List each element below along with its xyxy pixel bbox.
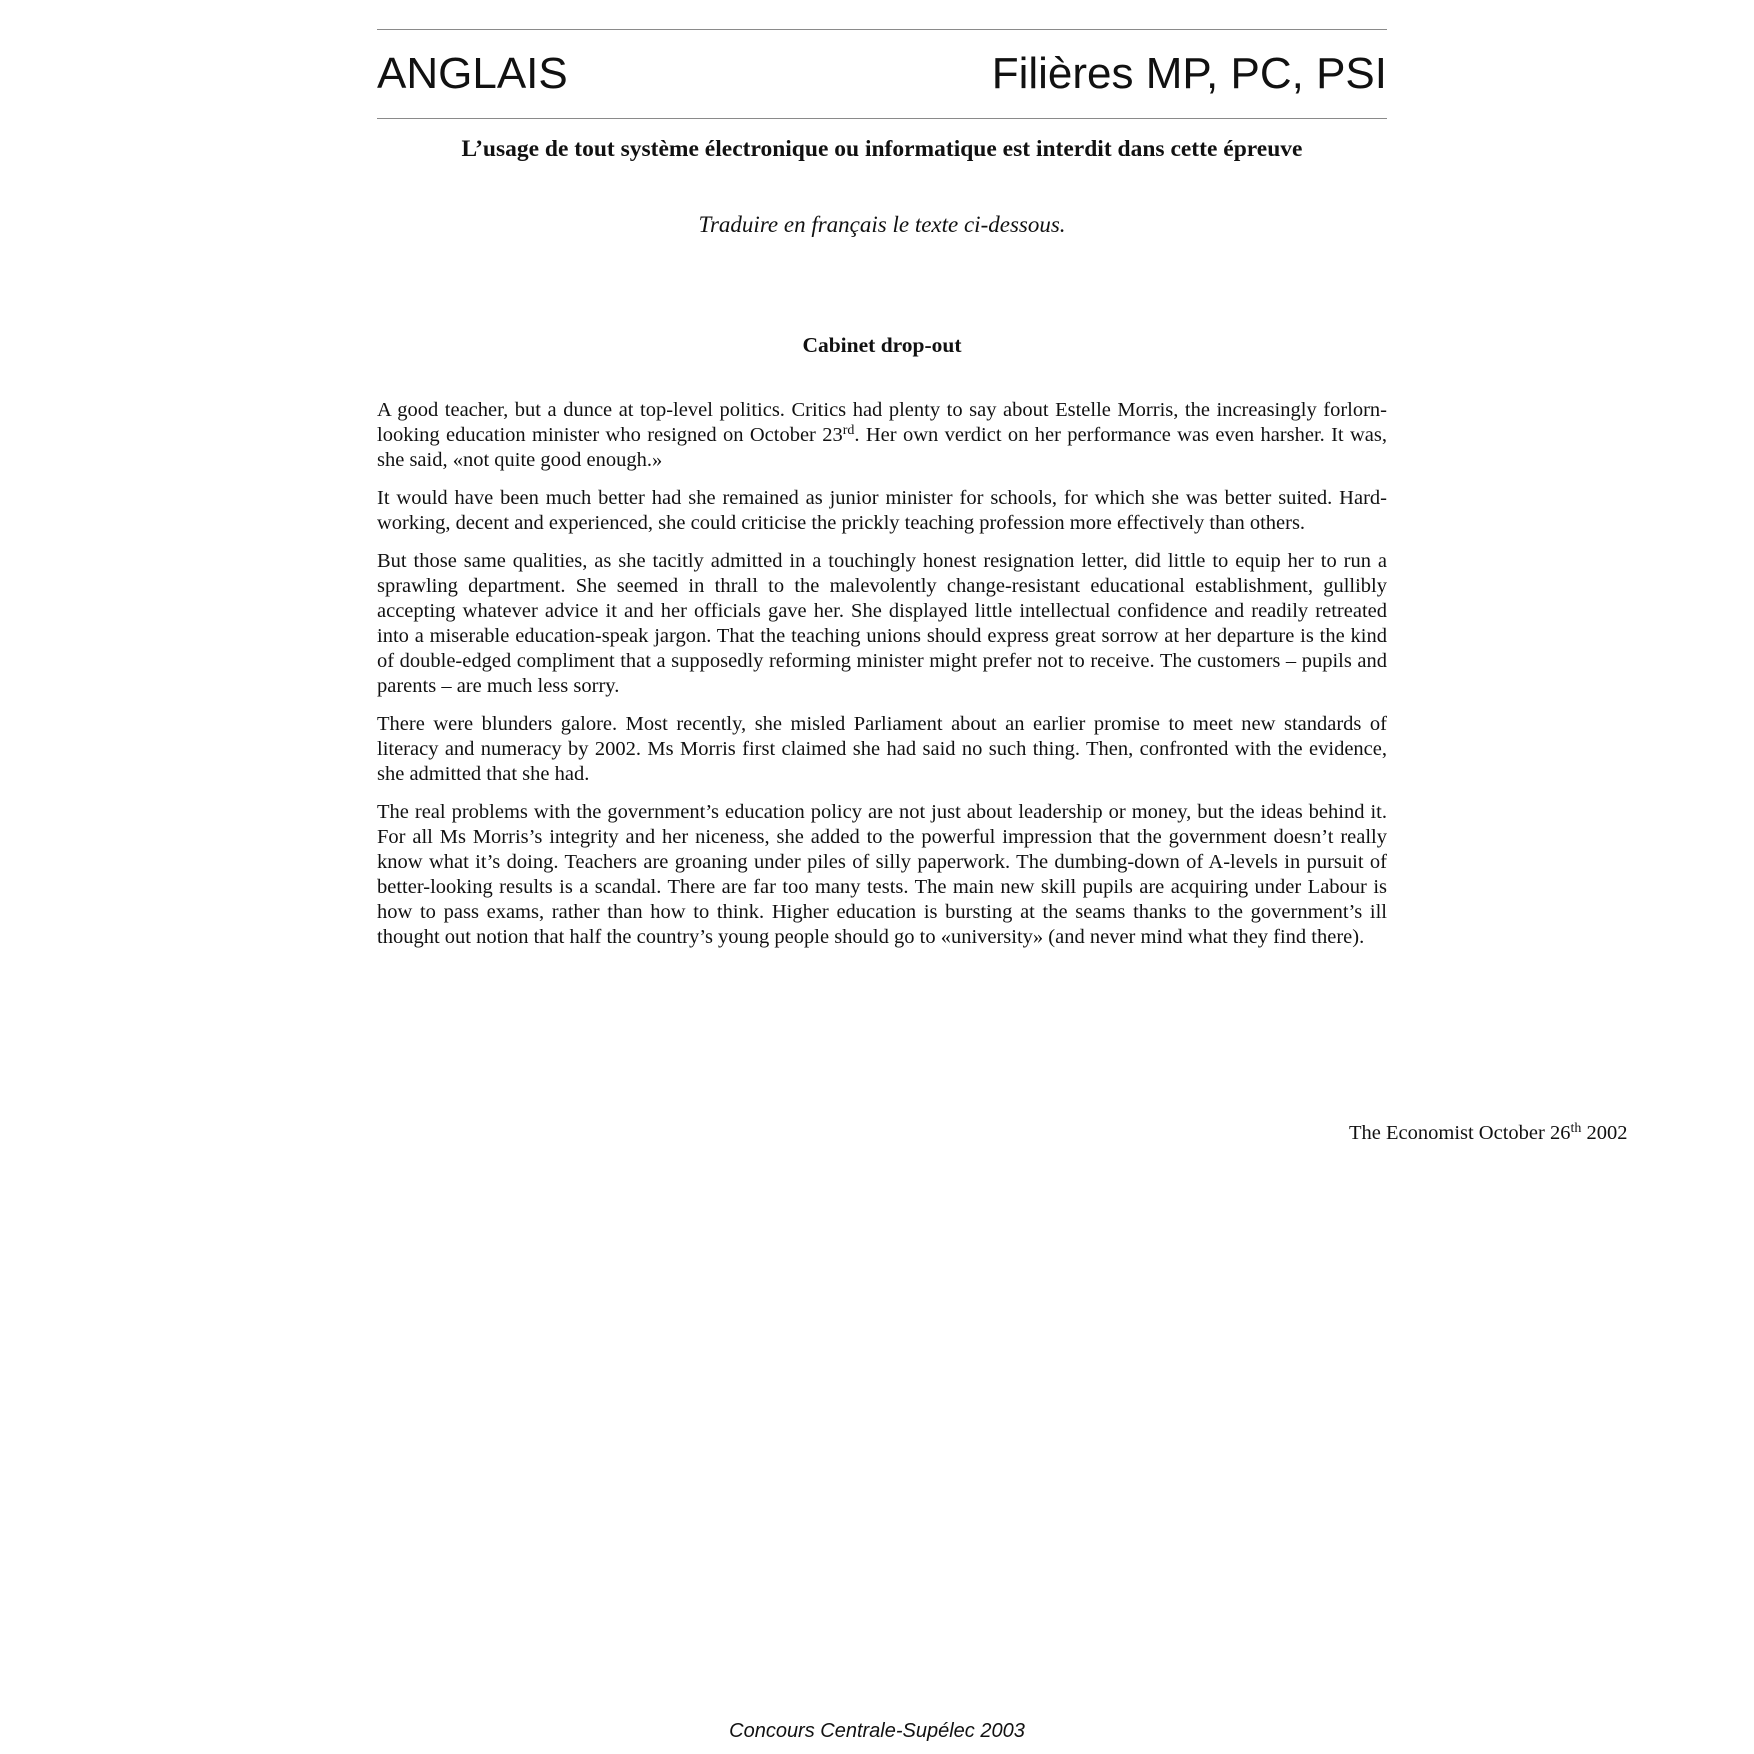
article-source bbox=[1349, 1122, 1627, 1145]
electronics-warning: L’usage de tout système électronique ou informatique est interdit dans cette épreuve bbox=[461, 136, 1303, 162]
exam-page bbox=[377, 29, 1628, 1144]
streams-label: Filières MP, PC, PSI bbox=[991, 49, 1387, 98]
article-title: Cabinet drop-out bbox=[802, 333, 962, 357]
article-paragraph-2: It would have been much better had she remained as junior minister for schools, for which she was better suited. Hard-working, decent and experienced, she could criticise the prickly teaching profession more effectively than others. bbox=[377, 487, 1387, 534]
article-paragraph-5: The real problems with the government’s education policy are not just about leadership or money, but the ideas behind it. For all Ms Morris’s integrity and her niceness, she added to the powerful impression that the government doesn’t really know what it’s doing. Teachers are groaning under piles of silly paperwork. The dumbing-down of A-levels in pursuit of better-looking results is a scandal. There are far too many tests. The main new skill pupils are acquiring under Labour is how to pass exams, rather than how to think. Higher education is bursting at the seams thanks to the government’s ill thought out notion that half the country’s young people should go to «university» (and never mind what they find there). bbox=[377, 801, 1387, 948]
article-body bbox=[377, 398, 1387, 950]
article-paragraph-1 bbox=[377, 398, 1387, 473]
translation-instruction: Traduire en français le texte ci-dessous. bbox=[698, 212, 1066, 237]
source-ordinal-suffix: th bbox=[1570, 1121, 1582, 1136]
article-paragraph-3: But those same qualities, as she tacitly admitted in a touchingly honest resignation letter, did little to equip her to run a sprawling department. She seemed in thrall to the malevolently change-resistant educational establishment, gullibly accepting whatever advice it and her officials gave her. She displayed little intellectual confidence and readily retreated into a miserable education-speak jargon. That the teaching unions should express great sorrow at her departure is the kind of double-edged compliment that a supposedly reforming minister might prefer not to receive. The customers – pupils and parents – are much less sorry. bbox=[377, 550, 1387, 697]
subject-label: ANGLAIS bbox=[377, 49, 568, 98]
paragraph-1-text-a: A good teacher, but a dunce at top-level politics. Critics had plenty to say about Estelle Morris, the increasingly forlorn-looking education minister who resigned on October 23 bbox=[377, 399, 1387, 446]
page-footer: Concours Centrale-Supélec 2003 bbox=[729, 1720, 1025, 1742]
header-bottom-rule bbox=[377, 118, 1387, 119]
ordinal-suffix: rd bbox=[842, 423, 855, 438]
source-text-b: 2002 bbox=[1581, 1122, 1628, 1144]
source-text-a: The Economist October 26 bbox=[1349, 1122, 1571, 1144]
article-paragraph-4: There were blunders galore. Most recently, she misled Parliament about an earlier promise to meet new standards of literacy and numeracy by 2002. Ms Morris first claimed she had said no such thing. Then, confronted with the evidence, she admitted that she had. bbox=[377, 713, 1387, 785]
paragraph-1-text-b: . Her own verdict on her performance was even harsher. It was, she said, «not quite good enough.» bbox=[377, 424, 1387, 471]
header-bar bbox=[377, 30, 1387, 118]
